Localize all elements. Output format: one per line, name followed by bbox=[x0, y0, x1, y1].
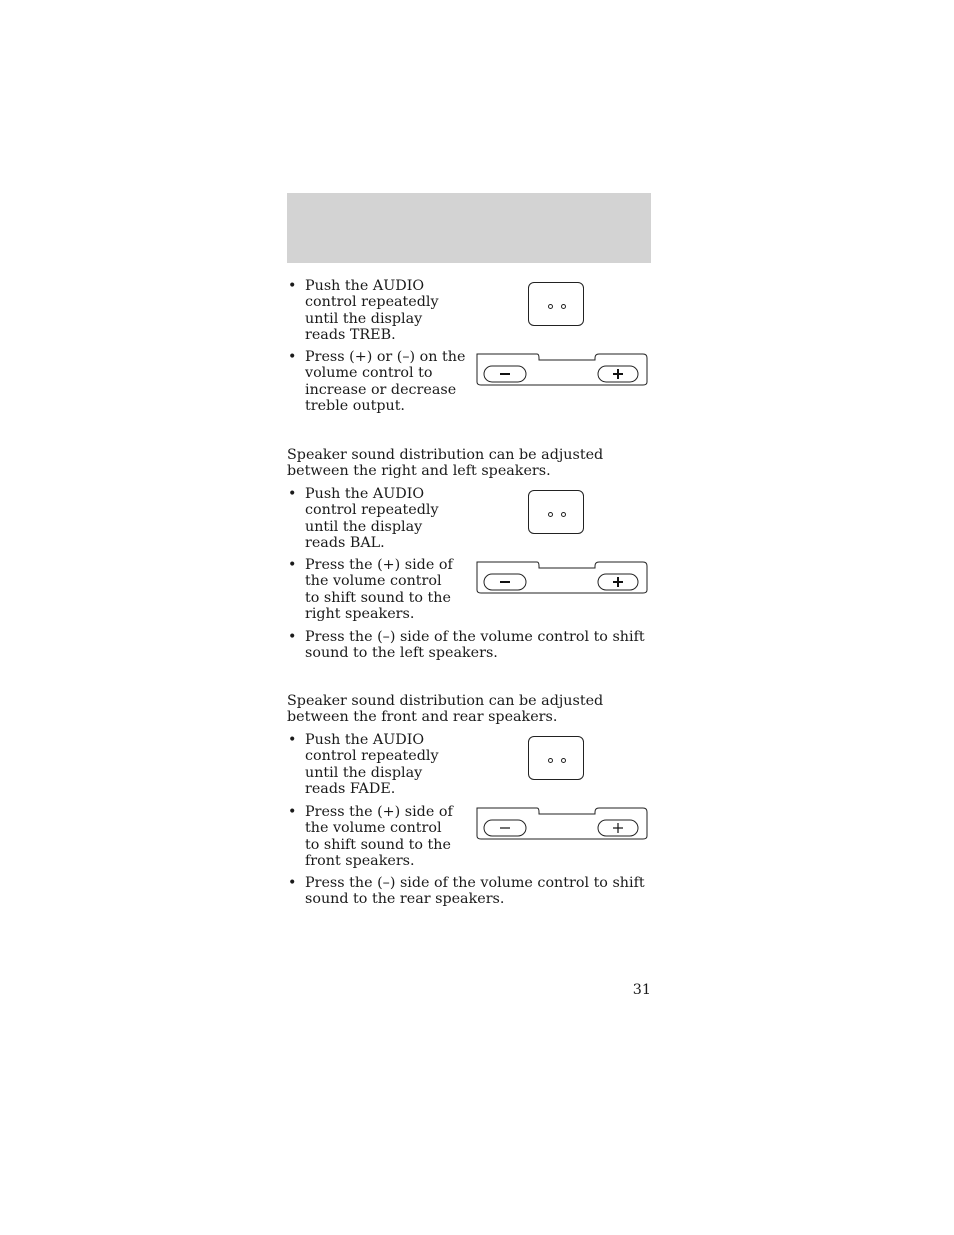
balance-step-2: Press the (+) side of the volume control to shift sound to the right speakers. bbox=[305, 557, 453, 623]
treble-step-2: Press (+) or (–) on the volume control to increase or decrease treble output. bbox=[305, 349, 466, 415]
bullet-icon: • bbox=[288, 349, 297, 365]
audio-control-icon bbox=[528, 490, 584, 534]
volume-control-icon bbox=[476, 806, 648, 840]
balance-step-3: Press the (–) side of the volume control to shift sound to the left speakers. bbox=[305, 629, 645, 662]
fade-step-1: Push the AUDIO control repeatedly until the display reads FADE. bbox=[305, 732, 439, 798]
volume-control-icon bbox=[476, 560, 648, 594]
fade-step-3: Press the (–) side of the volume control to shift sound to the rear speakers. bbox=[305, 875, 645, 908]
fade-step-2: Press the (+) side of the volume control to shift sound to the front speakers. bbox=[305, 804, 453, 870]
bullet-icon: • bbox=[288, 278, 297, 294]
balance-step-1: Push the AUDIO control repeatedly until the display reads BAL. bbox=[305, 486, 439, 552]
bullet-icon: • bbox=[288, 557, 297, 573]
balance-intro: Speaker sound distribution can be adjusted between the right and left speakers. bbox=[287, 447, 604, 480]
treble-step-1: Push the AUDIO control repeatedly until the display reads TREB. bbox=[305, 278, 439, 344]
section-header-bar bbox=[287, 193, 651, 263]
audio-control-icon bbox=[528, 282, 584, 326]
volume-control-icon bbox=[476, 352, 648, 386]
bullet-icon: • bbox=[288, 486, 297, 502]
fade-intro: Speaker sound distribution can be adjusted between the front and rear speakers. bbox=[287, 693, 604, 726]
bullet-icon: • bbox=[288, 875, 297, 891]
page-number: 31 bbox=[632, 982, 651, 998]
bullet-icon: • bbox=[288, 804, 297, 820]
bullet-icon: • bbox=[288, 629, 297, 645]
audio-control-icon bbox=[528, 736, 584, 780]
bullet-icon: • bbox=[288, 732, 297, 748]
